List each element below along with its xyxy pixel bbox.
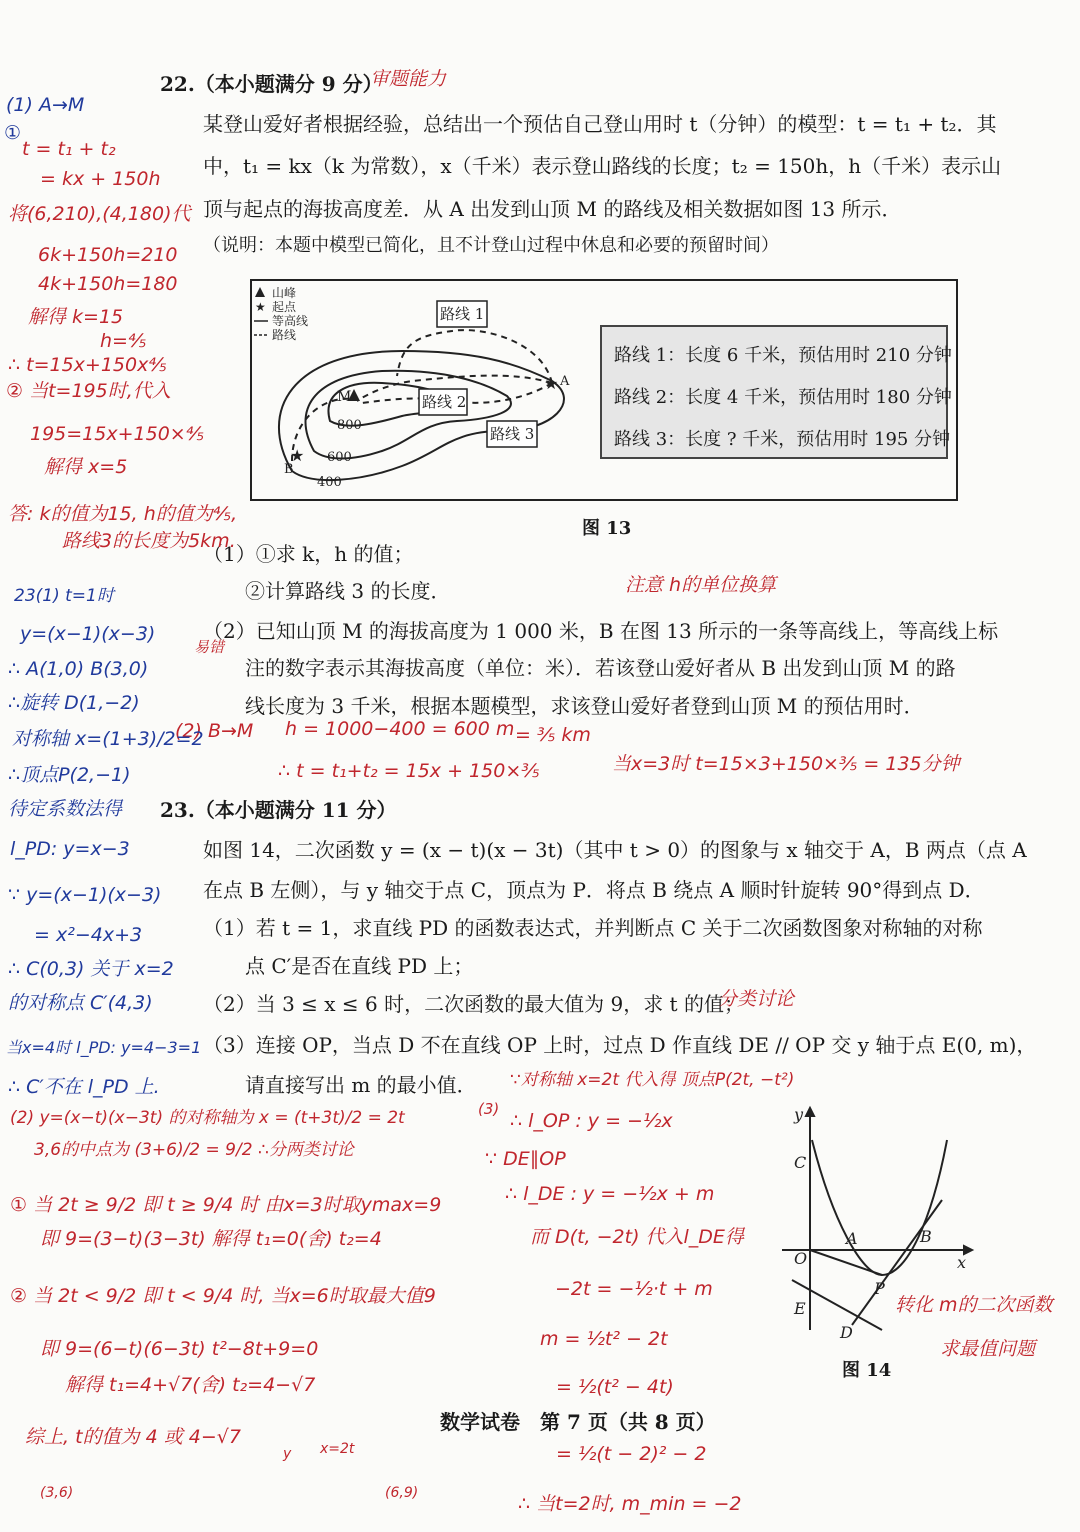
fig14-label-d: D	[840, 1323, 853, 1340]
annotation-blue: 的对称点 C′(4,3)	[8, 992, 153, 1014]
annotation-red: 3,6的中点为 (3+6)/2 = 9/2 ∴分两类讨论	[34, 1140, 354, 1160]
annotation-blue: l_PD: y=x−3	[10, 838, 130, 860]
q23-intro-line2: 在点 B 左侧），与 y 轴交于点 C，顶点为 P．将点 B 绕点 A 顺时针旋转 90°得到点 D．	[203, 878, 985, 902]
annotation-red: ∴ l_OP : y = −½x	[510, 1110, 673, 1132]
figure-13-map	[252, 281, 592, 495]
peak-legend-icon	[255, 287, 265, 297]
point-a-label: A	[560, 374, 570, 389]
contour-600-label: 600	[327, 450, 352, 465]
fig14-label-c: C	[794, 1153, 807, 1172]
annotation-blue: ①	[4, 122, 22, 144]
annotation-red: ② 当t=195时,代入	[6, 380, 171, 402]
route-info-row: 路线 2：长度 4 千米，预估用时 180 分钟	[614, 387, 952, 408]
annotation-red: 转化 m的二次函数	[895, 1294, 1053, 1316]
q22-part2b: 注的数字表示其海拔高度（单位：米）．若该登山爱好者从 B 出发到山顶 M 的路	[245, 656, 956, 680]
annotation-red: (6,9)	[385, 1485, 419, 1501]
annotation-blue: ∵ y=(x−1)(x−3)	[8, 884, 162, 906]
annotation-red: 易错	[194, 638, 225, 656]
q22-note: （说明：本题中模型已简化，且不计登山过程中休息和必要的预留时间）	[203, 235, 779, 256]
q22-heading: 22.（本小题满分 9 分）	[160, 72, 383, 96]
annotation-red: 注意 h的单位换算	[625, 574, 777, 596]
annotation-blue: 23(1) t=1时	[14, 586, 114, 606]
annotation-red: 当x=3时 t=15×3+150×⅗ = 135分钟	[612, 753, 960, 775]
annotation-red: ∴ t = t₁+t₂ = 15x + 150×⅗	[278, 760, 540, 782]
q23-intro-line1: 如图 14，二次函数 y = (x − t)(x − 3t)（其中 t > 0）的图象与 x 轴交于 A，B 两点（点 A	[203, 838, 1027, 862]
point-a-star: ★	[544, 374, 559, 393]
annotation-red: −2t = −½·t + m	[555, 1278, 713, 1300]
fig14-label-p: P	[874, 1279, 885, 1298]
point-m-label: M	[337, 389, 352, 405]
annotation-red: ∴ 当t=2时, m_min = −2	[518, 1493, 742, 1515]
annotation-red: (2) y=(x−t)(x−3t) 的对称轴为 x = (t+3t)/2 = 2t	[10, 1108, 405, 1128]
annotation-red: ∴ l_DE : y = −½x + m	[505, 1183, 715, 1205]
fig14-label-b: B	[920, 1227, 932, 1246]
annotation-blue: ∴ A(1,0) B(3,0)	[8, 658, 149, 680]
annotation-blue: = x²−4x+3	[34, 924, 143, 946]
route-info-row: 路线 3：长度 ? 千米，预估用时 195 分钟	[614, 429, 951, 450]
q22-part2a: （2）已知山顶 M 的海拔高度为 1 000 米，B 在图 13 所示的一条等高线上，等高线上标	[203, 619, 999, 643]
annotation-red: (3)	[478, 1100, 500, 1118]
annotation-red: h = 1000−400 = 600 m	[285, 718, 515, 740]
annotation-red: 解得 k=15	[28, 306, 124, 328]
fig14-label-y: y	[794, 1105, 804, 1124]
annotation-red: 而 D(t, −2t) 代入l_DE得	[530, 1226, 744, 1248]
annotation-red: h=⅘	[100, 330, 147, 352]
annotation-blue: ∴旋转 D(1,−2)	[8, 692, 140, 714]
annotation-red: 解得 x=5	[44, 456, 128, 478]
q22-intro-line1: 某登山爱好者根据经验，总结出一个预估自己登山用时 t（分钟）的模型：t = t₁ + t₂．其	[203, 112, 997, 136]
annotation-red: m = ½t² − 2t	[540, 1328, 668, 1350]
legend-start: 起点	[272, 300, 297, 314]
annotation-red: 解得 t₁=4+√7(舍) t₂=4−√7	[65, 1374, 316, 1396]
annotation-red: = ½(t² − 4t)	[556, 1376, 674, 1398]
q23-part3a: （3）连接 OP，当点 D 不在直线 OP 上时，过点 D 作直线 DE // OP 交 y 轴于点 E(0, m)，	[203, 1033, 1037, 1057]
legend-route: 路线	[272, 328, 297, 342]
route-2-label: 路线 2	[422, 393, 467, 411]
annotation-red: = ½(t − 2)² − 2	[556, 1443, 707, 1465]
fig14-label-x: x	[957, 1253, 967, 1272]
contour-800-label: 800	[337, 418, 362, 433]
parabola-curve	[812, 1140, 947, 1275]
annotation-red: 即 9=(6−t)(6−3t) t²−8t+9=0	[40, 1338, 319, 1360]
q23-heading: 23.（本小题满分 11 分）	[160, 798, 397, 822]
fig14-label-e: E	[794, 1299, 806, 1318]
annotation-red: 将(6,210),(4,180)代	[8, 203, 191, 225]
annotation-red: (3,6)	[40, 1485, 74, 1501]
annotation-blue: ∴顶点P(2,−1)	[8, 764, 131, 786]
annotation-blue: y=(x−1)(x−3)	[20, 623, 156, 645]
point-b-star: ★	[290, 446, 305, 465]
annotation-red: 6k+150h=210	[38, 244, 178, 266]
point-b-label: B	[284, 462, 294, 477]
route-info-table	[600, 325, 952, 459]
annotation-red: (2) B→M	[175, 720, 254, 742]
q22-intro-line2: 中，t₁ = kx（k 为常数），x（千米）表示登山路线的长度；t₂ = 150h，h（千米）表示山	[203, 154, 1002, 178]
annotation-red: 路线3的长度为5km.	[62, 530, 236, 552]
route-1-label: 路线 1	[440, 305, 485, 323]
annotation-red: 求最值问题	[940, 1338, 1036, 1360]
annotation-red: ∵对称轴 x=2t 代入得 顶点P(2t, −t²)	[510, 1070, 795, 1090]
q23-part1b: 点 C′是否在直线 PD 上；	[245, 954, 474, 978]
fig14-label-a: A	[846, 1229, 858, 1248]
q23-part3b: 请直接写出 m 的最小值．	[245, 1073, 477, 1097]
annotation-red: 195=15x+150×⅘	[30, 423, 205, 445]
q22-intro-line3: 顶与起点的海拔高度差．从 A 出发到山顶 M 的路线及相关数据如图 13 所示．	[203, 197, 902, 221]
annotation-red: = ⅗ km	[515, 724, 591, 746]
annotation-red: ∵ DE∥OP	[485, 1148, 566, 1170]
annotation-red: 答: k的值为15, h的值为⅘,	[8, 503, 238, 525]
route-info-row: 路线 1：长度 6 千米，预估用时 210 分钟	[614, 345, 952, 366]
annotation-blue: ∴ C(0,3) 关于 x=2	[8, 958, 174, 980]
legend-peak: 山峰	[272, 286, 297, 300]
annotation-blue: ∴ C′不在 l_PD 上.	[8, 1076, 160, 1098]
annotation-red: y	[283, 1446, 292, 1462]
line-op	[810, 1250, 882, 1275]
q22-part1a: （1）①求 k，h 的值；	[203, 542, 414, 566]
annotation-red: = kx + 150h	[40, 168, 161, 190]
annotation-red: t = t₁ + t₂	[22, 138, 116, 160]
annotation-blue: 对称轴 x=(1+3)/2=2	[12, 728, 204, 750]
annotation-red: ② 当 2t < 9/2 即 t < 9/4 时, 当x=6时取最大值9	[10, 1285, 436, 1307]
q22-part1b: ②计算路线 3 的长度．	[245, 579, 451, 603]
annotation-red: x=2t	[320, 1441, 355, 1457]
q23-part2: （2）当 3 ≤ x ≤ 6 时，二次函数的最大值为 9，求 t 的值；	[203, 992, 744, 1016]
fig14-label-o: O	[794, 1249, 808, 1268]
annotation-blue: (1) A→M	[6, 94, 85, 116]
figure-13-caption: 图 13	[582, 518, 632, 539]
annotation-red: 审题能力	[370, 68, 447, 90]
q23-part1a: （1）若 t = 1，求直线 PD 的函数表达式，并判断点 C 关于二次函数图象对称轴的对称	[203, 916, 983, 940]
figure-14-caption: 图 14	[842, 1360, 892, 1381]
annotation-red: ① 当 2t ≥ 9/2 即 t ≥ 9/4 时 由x=3时取ymax=9	[10, 1194, 442, 1216]
annotation-red: 即 9=(3−t)(3−3t) 解得 t₁=0(舍) t₂=4	[40, 1228, 382, 1250]
page-footer: 数学试卷 第 7 页（共 8 页）	[440, 1410, 716, 1434]
annotation-red: 分类讨论	[718, 988, 795, 1010]
route-3-label: 路线 3	[490, 425, 535, 443]
annotation-blue: 待定系数法得	[8, 798, 123, 820]
annotation-red: 4k+150h=180	[38, 273, 178, 295]
annotation-blue: 当x=4时 l_PD: y=4−3=1	[6, 1038, 202, 1057]
annotation-red: ∴ t=15x+150x⅘	[8, 354, 167, 376]
legend-contour: 等高线	[272, 314, 309, 328]
legend-start-icon: ★	[255, 300, 266, 314]
q22-part2c: 线长度为 3 千米，根据本题模型，求该登山爱好者登到山顶 M 的预估用时．	[245, 694, 924, 718]
annotation-red: 综上, t的值为 4 或 4−√7	[25, 1426, 241, 1448]
contour-400-label: 400	[317, 475, 342, 490]
